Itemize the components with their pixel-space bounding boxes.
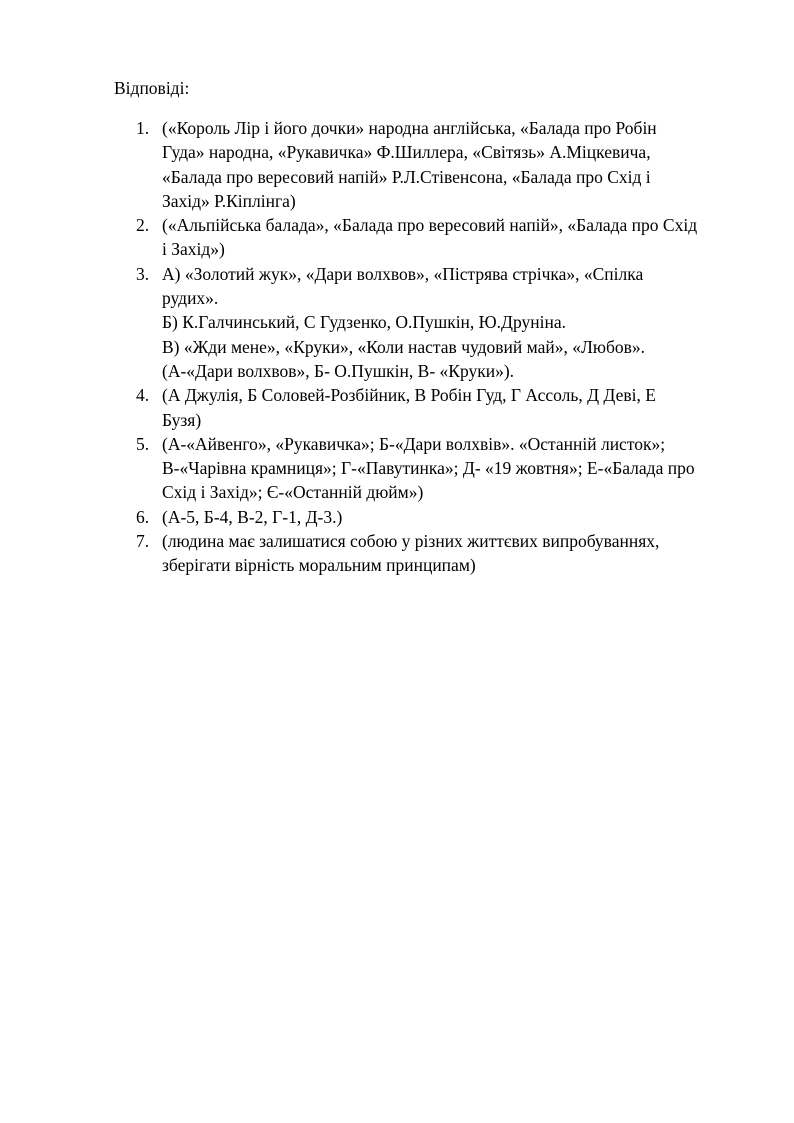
- item-number: 5.: [136, 433, 150, 454]
- item-number: 3.: [136, 263, 150, 284]
- item-line: Гуда» народна, «Рукавичка» Ф.Шиллера, «Світязь» А.Міцкевича,: [162, 142, 651, 163]
- answers-list: [114, 116, 754, 578]
- item-number: 7.: [136, 531, 150, 552]
- item-number: 1.: [136, 118, 150, 138]
- item-line: «Балада про вересовий напій» Р.Л.Стівенсона, «Балада про Схід і: [162, 166, 651, 187]
- item-number: 6.: [136, 506, 150, 527]
- list-item-6: [114, 505, 754, 529]
- item-line: Захід» Р.Кіплінга): [162, 190, 296, 211]
- answers-heading: Відповіді:: [114, 78, 190, 98]
- item-line: (людина має залишатися собою у різних життєвих випробуваннях,: [162, 531, 660, 552]
- item-line: («Альпійська балада», «Балада про вересовий напій», «Балада про Схід: [162, 215, 698, 236]
- list-item-7: [114, 529, 754, 578]
- item-line: В-«Чарівна крамниця»; Г-«Павутинка»; Д- «19 жовтня»; Е-«Балада про: [162, 458, 695, 479]
- item-number: 2.: [136, 215, 150, 236]
- item-line: (А Джулія, Б Соловей-Розбійник, В Робін Гуд, Г Ассоль, Д Деві, Е: [162, 385, 656, 406]
- item-number: 4.: [136, 385, 150, 406]
- item-line: («Король Лір і його дочки» народна англійська, «Балада про Робін: [162, 118, 657, 138]
- item-line: і Захід»): [162, 239, 225, 260]
- item-line: (А-5, Б-4, В-2, Г-1, Д-3.): [162, 506, 343, 527]
- item-line: Б) К.Галчинський, С Гудзенко, О.Пушкін, Ю.Друніна.: [162, 312, 566, 333]
- item-line: (А-«Дари волхвов», Б- О.Пушкін, В- «Круки»).: [162, 360, 515, 381]
- item-line: В) «Жди мене», «Круки», «Коли настав чудовий май», «Любов».: [162, 336, 645, 357]
- list-item-4: [114, 383, 754, 432]
- list-item-5: [114, 432, 754, 505]
- list-item-3: [114, 262, 754, 383]
- item-line: Бузя): [162, 409, 202, 430]
- item-line: А) «Золотий жук», «Дари волхвов», «Пістрява стрічка», «Спілка: [162, 263, 644, 284]
- item-line: зберігати вірність моральним принципам): [162, 555, 476, 576]
- item-line: рудих».: [162, 288, 219, 309]
- item-line: Схід і Захід»; Є-«Останній дюйм»): [162, 482, 424, 503]
- item-line: (А-«Айвенго», «Рукавичка»; Б-«Дари волхвів». «Останній листок»;: [162, 433, 666, 454]
- list-item-2: [114, 213, 754, 262]
- list-item-1: [114, 116, 754, 213]
